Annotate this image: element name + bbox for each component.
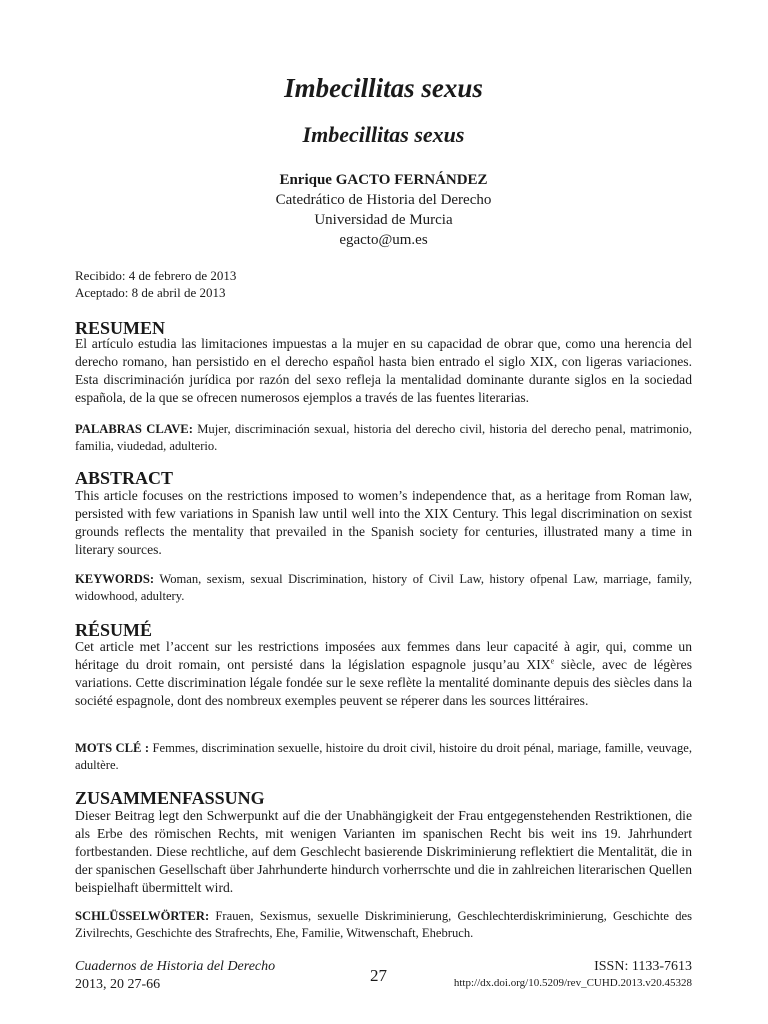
article-title: Imbecillitas sexus	[284, 73, 483, 103]
resume-keywords	[75, 740, 692, 774]
page-footer	[75, 958, 692, 998]
article-subtitle: Imbecillitas sexus	[302, 122, 465, 147]
resumen-keywords	[75, 421, 692, 455]
resumen-keywords-label: PALABRAS CLAVE:	[75, 422, 193, 436]
abstract-keywords-list: Woman, sexism, sexual Discrimination, history of Civil Law, history ofpenal Law, marriage, family, widowhood, adultery.	[75, 572, 692, 603]
resume-text	[75, 638, 692, 710]
resumen-keywords-list: Mujer, discriminación sexual, historia del derecho civil, historia del derecho penal, matrimonio, familia, viudedad, adulterio.	[75, 422, 692, 453]
page-number: 27	[370, 966, 387, 985]
journal-info	[75, 958, 275, 994]
abstract-text: This article focuses on the restrictions imposed to women’s independence that, as a heritage from Roman law, persisted with few variations in Spanish law until well into the XIX Century. This legal discrimination on sexist grounds reflects the mentality that prevailed in the Spanish society for centuries, illustrated many a time in literary sources.	[75, 488, 692, 557]
accepted-date: Aceptado: 8 de abril de 2013	[75, 285, 226, 300]
resume-superscript: e	[550, 656, 555, 666]
author-email[interactable]: egacto@um.es	[339, 232, 428, 248]
author-name: Enrique GACTO FERNÁNDEZ	[279, 172, 488, 188]
author-university: Universidad de Murcia	[314, 212, 453, 228]
resume-keywords-list: Femmes, discrimination sexuelle, histoire du droit civil, histoire du droit pénal, mariage, famille, veuvage, adultère.	[75, 741, 692, 772]
issn: ISSN: 1133-7613	[594, 959, 692, 974]
zusammenfassung-keywords-list: Frauen, Sexismus, sexuelle Diskriminierung, Geschlechterdiskriminierung, Geschichte des Zivilrechts, Geschichte des Strafrechts, Ehe, Familie, Witwenschaft, Ehebruch.	[75, 909, 693, 940]
abstract-keywords	[75, 571, 692, 605]
doi-link[interactable]: http://dx.doi.org/10.5209/rev_CUHD.2013.v20.45328	[453, 977, 692, 989]
journal-volume: 2013, 20 27-66	[75, 977, 161, 992]
resume-text-part2: siècle, avec de légères variations. Cette discrimination légale fondée sur le sexe reflète la mentalité dominante depuis des siècles dans la société espagnole, dont des nombreux exemples peuvent se réperer dans les sources littéraires.	[75, 657, 692, 708]
zusammenfassung-keywords	[75, 908, 692, 942]
journal-name: Cuadernos de Historia del Derecho	[75, 959, 276, 974]
zusammenfassung-heading: ZUSAMMENFASSUNG	[75, 788, 265, 808]
resume-heading: RÉSUMÉ	[75, 620, 153, 640]
resumen-heading: RESUMEN	[75, 318, 166, 338]
resume-keywords-label: MOTS CLÉ :	[75, 741, 150, 755]
author-position: Catedrático de Historia del Derecho	[275, 192, 492, 208]
resume-text-part1: Cet article met l’accent sur les restrictions imposées aux femmes dans leur capacité à agir, qui, comme un héritage du droit romain, ont persisté dans la législation espagnole jusqu’au XIX	[75, 639, 692, 672]
zusammenfassung-keywords-label: SCHLÜSSELWÖRTER:	[75, 909, 210, 923]
abstract-heading: ABSTRACT	[75, 468, 174, 488]
resumen-text: El artículo estudia las limitaciones impuestas a la mujer en su capacidad de obrar que, como una herencia del derecho romano, han persistido en el derecho español hasta bien entrado el siglo XIX, con ligeras variaciones. Esta discriminación jurídica por razón del sexo refleja la mentalidad dominante durante siglos en la sociedad española, de la que se ofrecen numerosos ejemplos a través de las fuentes literarias.	[75, 336, 692, 405]
submission-dates	[75, 267, 236, 301]
zusammenfassung-text: Dieser Beitrag legt den Schwerpunkt auf die der Unabhängigkeit der Frau entgegenstehenden Restriktionen, die als Erbe des römischen Rechts, mit wenigen Varianten im spanischen Recht bis weit ins 19. Jahrhundert fortbestanden. Diese rechtliche, auf dem Geschlecht basierende Diskriminierung reflektiert die Mentalität, die in der spanischen Gesellschaft über Jahrhunderte hindurch vorherrschte und die in zahlreichen literarischen Quellen beispielhaft übermittelt wird.	[75, 808, 692, 895]
author-block	[75, 170, 692, 250]
received-date: Recibido: 4 de febrero de 2013	[75, 268, 237, 283]
abstract-keywords-label: KEYWORDS:	[75, 572, 155, 586]
article-first-page	[75, 0, 692, 1024]
